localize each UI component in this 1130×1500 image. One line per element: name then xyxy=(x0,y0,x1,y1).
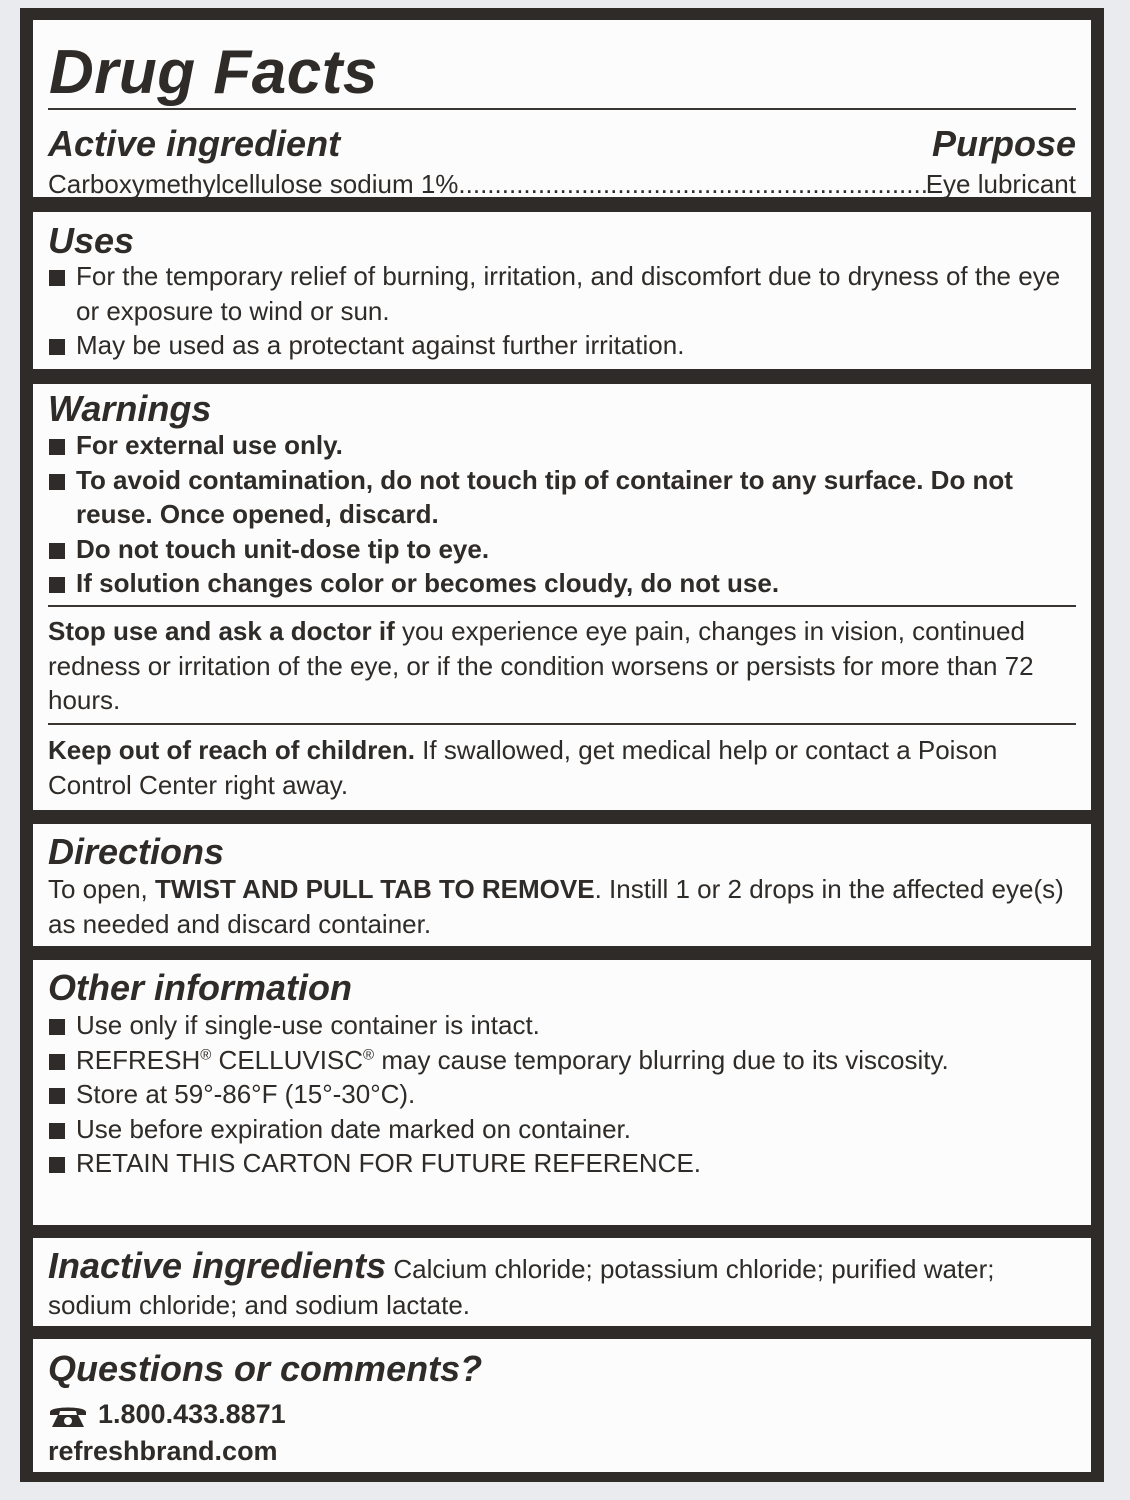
bullet-square-icon xyxy=(49,1019,65,1035)
list-item: Do not touch unit-dose tip to eye. xyxy=(48,532,1081,567)
phone-row xyxy=(48,1397,286,1431)
list-item: REFRESH® CELLUVISC® may cause temporary blurring due to its viscosity. xyxy=(48,1043,1081,1078)
other-information-section xyxy=(33,960,1091,1225)
other-information-heading: Other information xyxy=(48,967,352,1008)
bullet-square-icon xyxy=(49,439,65,455)
leader-dots xyxy=(458,167,925,201)
drug-facts-title: Drug Facts xyxy=(49,38,378,107)
inactive-ingredients-text: Calcium chloride; potassium chloride; purified water; sodium chloride; and sodium lactate. xyxy=(48,1254,995,1320)
drug-facts-label xyxy=(20,8,1104,1482)
directions-emphasis: TWIST AND PULL TAB TO REMOVE xyxy=(154,874,595,904)
inactive-ingredients-heading: Inactive ingredients xyxy=(48,1245,387,1286)
list-item: If solution changes color or becomes cloudy, do not use. xyxy=(48,566,1081,601)
list-item: May be used as a protectant against further irritation. xyxy=(48,328,1081,363)
bullet-square-icon xyxy=(49,577,65,593)
active-ingredient-heading: Active ingredient xyxy=(48,123,341,164)
ingredient-name: Carboxymethylcellulose sodium 1% xyxy=(48,169,459,199)
inactive-ingredients-section xyxy=(33,1238,1091,1326)
list-item: Store at 59°-86°F (15°-30°C). xyxy=(48,1077,1081,1112)
telephone-icon xyxy=(48,1403,88,1429)
bullet-square-icon xyxy=(49,1123,65,1139)
phone-number: 1.800.433.8871 xyxy=(98,1399,286,1429)
bullet-square-icon xyxy=(49,270,65,286)
directions-heading: Directions xyxy=(48,831,225,872)
bullet-square-icon xyxy=(49,1054,65,1070)
stop-use-lead: Stop use and ask a doctor if xyxy=(48,616,395,646)
active-ingredient-row xyxy=(48,167,1076,201)
list-item: RETAIN THIS CARTON FOR FUTURE REFERENCE. xyxy=(48,1146,1081,1181)
warnings-heading: Warnings xyxy=(48,388,212,429)
questions-heading: Questions or comments? xyxy=(48,1348,483,1389)
ingredient-purpose: Eye lubricant xyxy=(925,169,1076,199)
list-item: For external use only. xyxy=(48,428,1081,463)
directions-section xyxy=(33,824,1091,946)
list-item: Use before expiration date marked on container. xyxy=(48,1112,1081,1147)
warnings-divider-2 xyxy=(48,723,1076,725)
active-ingredient-section xyxy=(33,20,1091,197)
warnings-section xyxy=(33,384,1091,810)
stop-use-text: you experience eye pain, changes in vision, continued redness or irritation of the eye, or if the condition worsens or persists for more than 72 hours. xyxy=(48,616,1034,715)
list-item: Use only if single-use container is intact. xyxy=(48,1008,1081,1043)
bullet-square-icon xyxy=(49,339,65,355)
other-information-list xyxy=(48,1008,1081,1181)
bullet-square-icon xyxy=(49,1157,65,1173)
title-divider xyxy=(48,108,1076,110)
keep-out-lead: Keep out of reach of children. xyxy=(48,735,415,765)
bullet-square-icon xyxy=(49,543,65,559)
bullet-square-icon xyxy=(49,474,65,490)
list-item: For the temporary relief of burning, irritation, and discomfort due to dryness of the eye or exposure to wind or sun. xyxy=(48,259,1081,328)
inactive-ingredients-paragraph xyxy=(48,1245,1081,1323)
uses-section xyxy=(33,212,1091,369)
website-link[interactable]: refreshbrand.com xyxy=(48,1436,278,1466)
uses-heading: Uses xyxy=(48,220,135,261)
uses-list xyxy=(48,259,1081,363)
keep-out-paragraph xyxy=(48,733,1081,802)
warnings-divider-1 xyxy=(48,605,1076,607)
purpose-heading: Purpose xyxy=(931,123,1076,164)
keep-out-text: If swallowed, get medical help or contact a Poison Control Center right away. xyxy=(48,735,998,800)
directions-text: To open, TWIST AND PULL TAB TO REMOVE. Instill 1 or 2 drops in the affected eye(s) as needed and discard container. xyxy=(48,874,1064,939)
questions-section xyxy=(33,1339,1091,1472)
list-item: To avoid contamination, do not touch tip of container to any surface. Do not reuse. Once opened, discard. xyxy=(48,463,1081,532)
warnings-list xyxy=(48,428,1081,601)
bullet-square-icon xyxy=(49,1088,65,1104)
stop-use-paragraph xyxy=(48,614,1081,718)
